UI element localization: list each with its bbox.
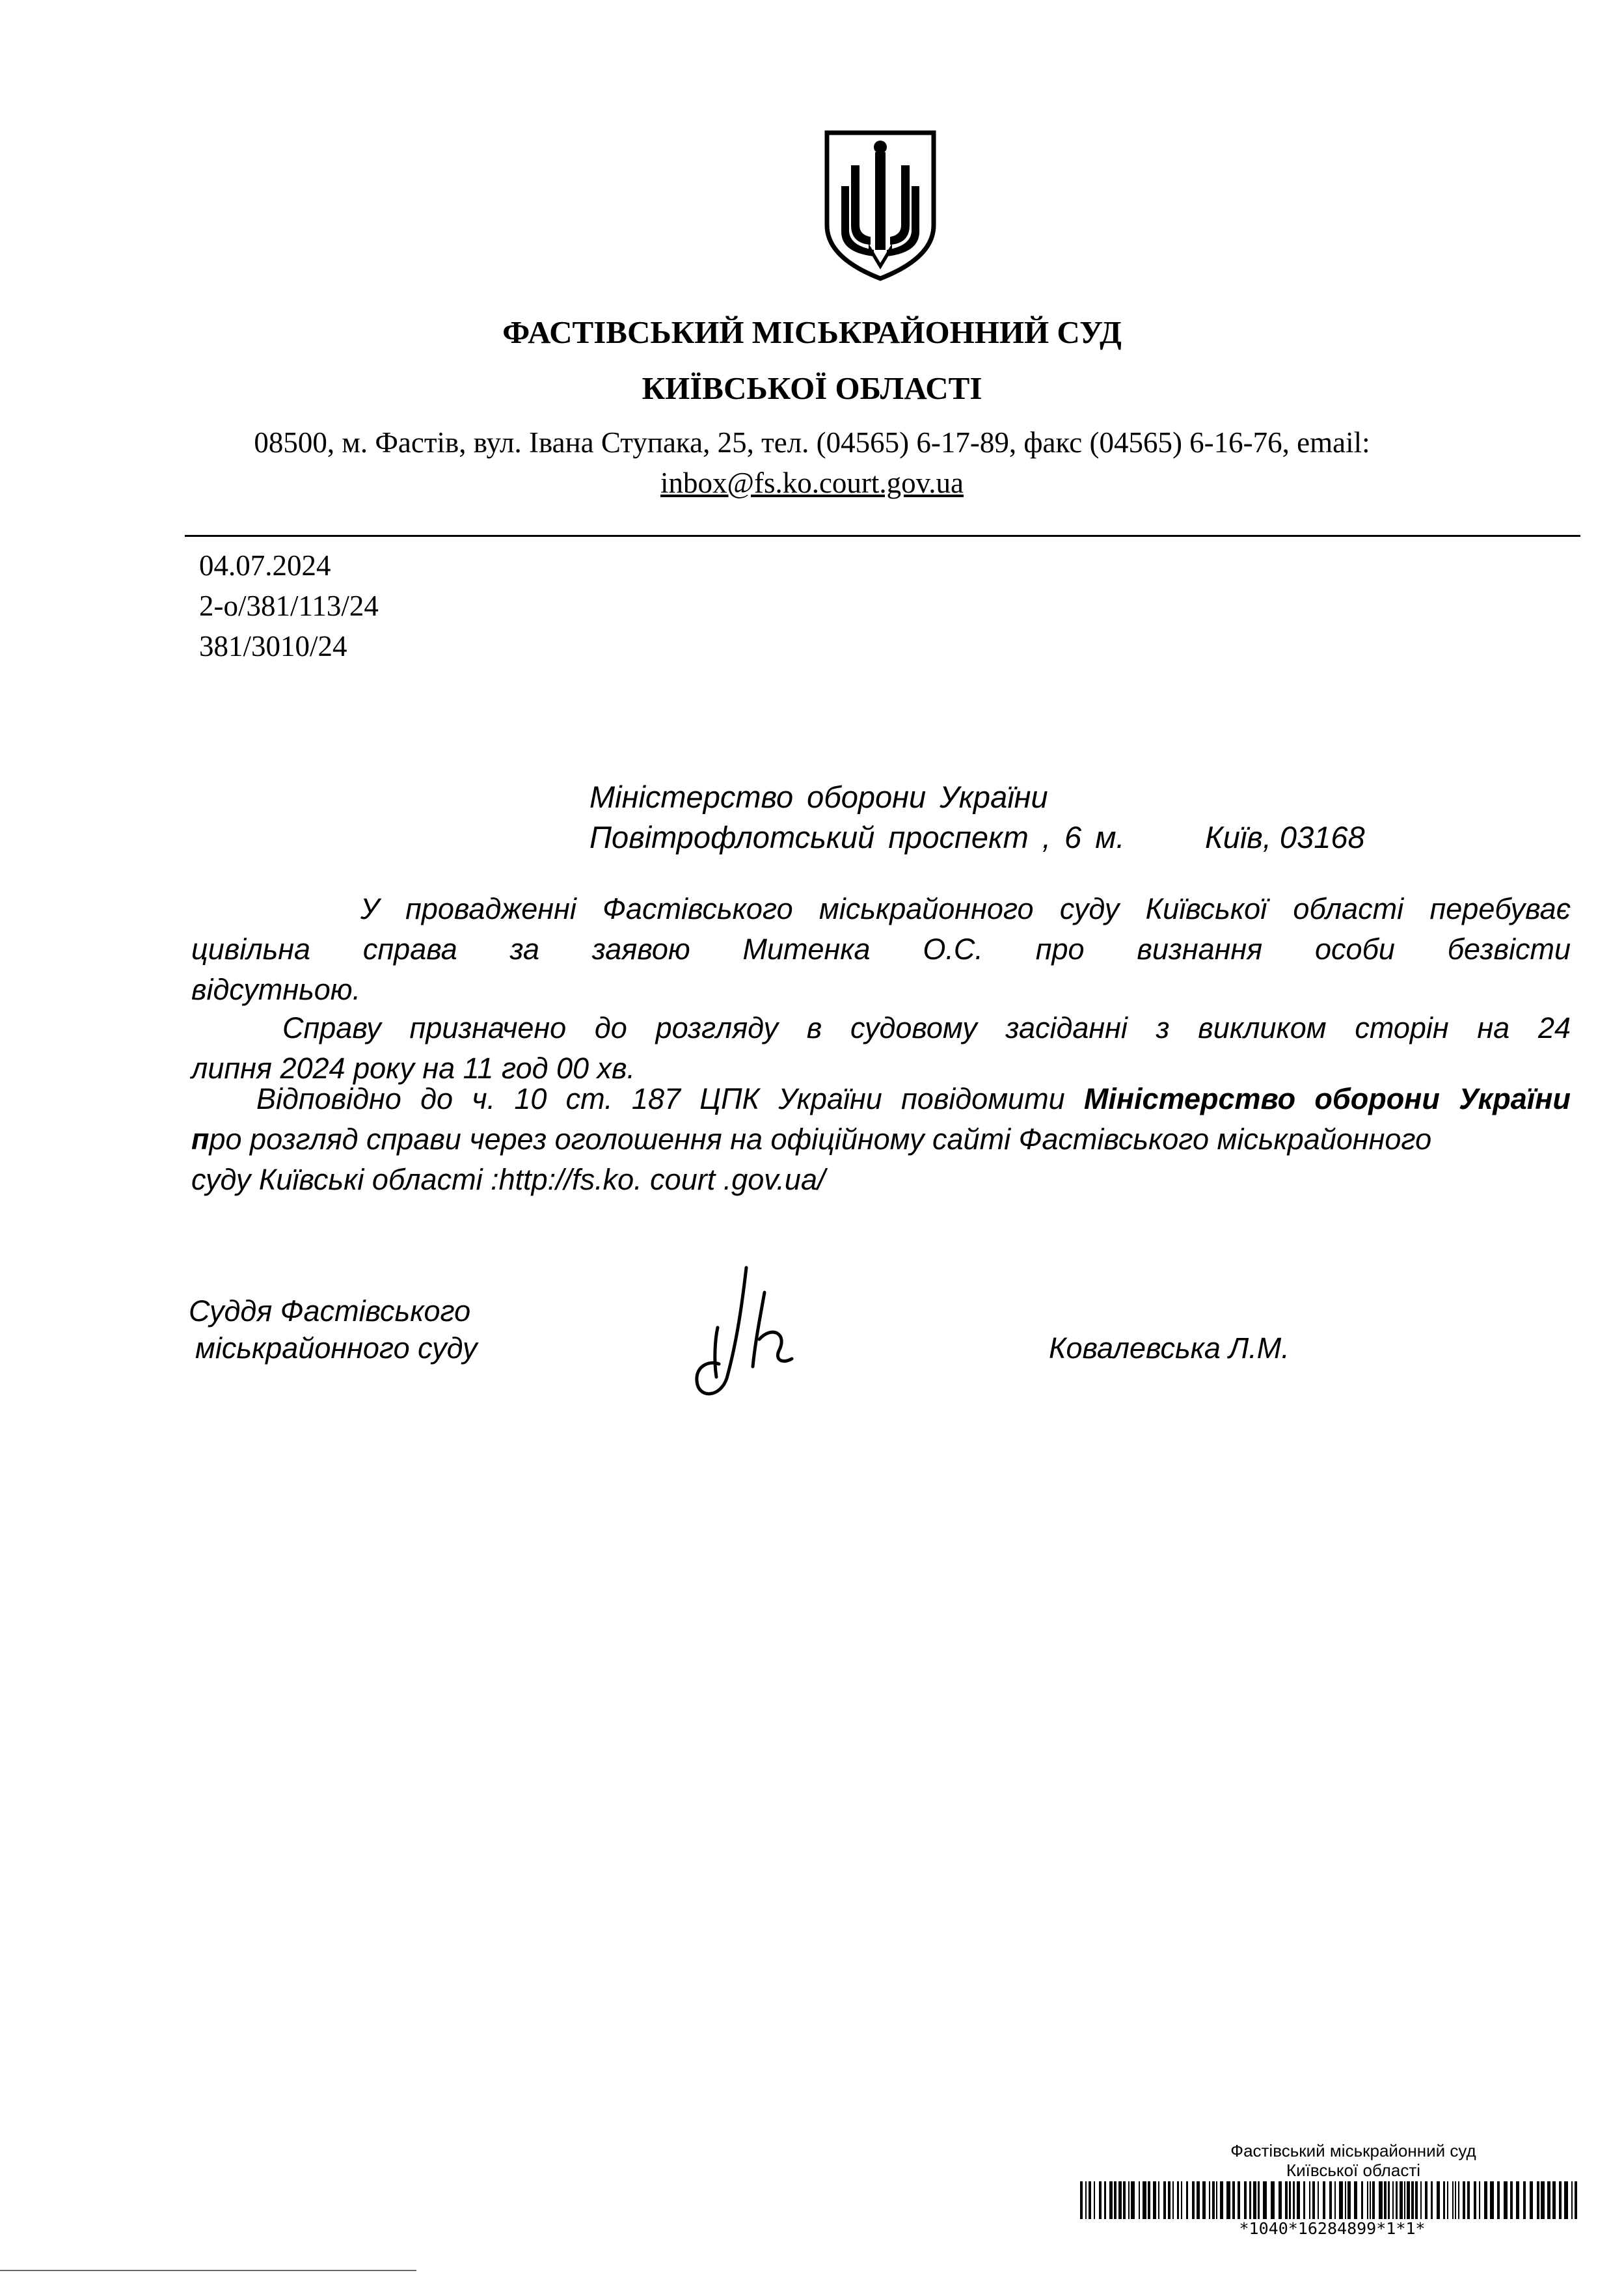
barcode-bar [1104, 2181, 1106, 2219]
barcode-bar [1431, 2181, 1433, 2219]
barcode-bar [1537, 2181, 1539, 2219]
barcode-bar [1559, 2181, 1562, 2219]
barcode-bar [1309, 2181, 1310, 2219]
barcode-bar [1249, 2181, 1251, 2219]
barcode-bar [1552, 2181, 1556, 2219]
barcode-bar [1297, 2181, 1300, 2219]
court-address: 08500, м. Фастів, вул. Івана Ступака, 25, тел. (04565) 6-17-89, факс (04565) 6-16-76, email: [254, 426, 1370, 459]
text-line [191, 1119, 1571, 1160]
barcode-bar [1258, 2181, 1260, 2219]
barcode-bar [1564, 2181, 1568, 2219]
barcode-bar [1452, 2181, 1454, 2219]
text-span: ро розгляд справи через оголошення на офіційному сайті Фастівського міськрайонного [209, 1123, 1432, 1156]
barcode-bar [1312, 2181, 1315, 2219]
barcode-bar [1163, 2181, 1166, 2219]
barcode-bar [1289, 2181, 1291, 2219]
barcode-bar [1263, 2181, 1267, 2219]
bold-recipient: Міністерство оборони України [1083, 1082, 1571, 1115]
barcode-bar [1523, 2181, 1526, 2219]
barcode-bar [1131, 2181, 1135, 2219]
barcode-number: *1040*16284899*1*1* [1239, 2219, 1426, 2238]
barcode-bar [1232, 2181, 1235, 2219]
judge-name: Ковалевська Л.М. [1049, 1331, 1290, 1365]
barcode-bar [1181, 2181, 1182, 2219]
barcode-bar [1285, 2181, 1288, 2219]
barcode-bar [1197, 2181, 1200, 2219]
court-name: ФАСТІВСЬКИЙ МІСЬКРАЙОННИЙ СУД [502, 314, 1122, 350]
barcode-bar [1425, 2181, 1428, 2219]
barcode-bar [1497, 2181, 1500, 2219]
barcode-bar [1474, 2181, 1476, 2219]
barcode-bar [1253, 2181, 1256, 2219]
barcode-bar [1158, 2181, 1159, 2219]
barcode-bar [1396, 2181, 1398, 2219]
barcode-bar [1168, 2181, 1171, 2219]
barcode-bar [1516, 2181, 1519, 2219]
barcode-bar [1547, 2181, 1550, 2219]
barcode-bar [1415, 2181, 1418, 2219]
letter-date: 04.07.2024 [199, 549, 331, 582]
barcode-bar [1128, 2181, 1130, 2219]
barcode-bar [1370, 2181, 1371, 2219]
judge-title-line2: міськрайонного суду [195, 1331, 478, 1365]
barcode-bar [1220, 2181, 1223, 2219]
barcode-bar [1458, 2181, 1459, 2219]
barcode-bar [1080, 2181, 1083, 2219]
barcode-bar [1238, 2181, 1240, 2219]
barcode-bar [1271, 2181, 1275, 2219]
barcode-bar [1202, 2181, 1206, 2219]
text-line: липня 2024 року на 11 год 00 хв. [191, 1052, 636, 1085]
barcode-bar [1085, 2181, 1087, 2219]
barcode-icon [1080, 2181, 1584, 2219]
footer-scan-line [0, 2270, 416, 2271]
barcode-bar [1384, 2181, 1387, 2219]
recipient-street: Повітрофлотський проспект , 6 м. [589, 820, 1125, 854]
barcode-bar [1089, 2181, 1091, 2219]
barcode-bar [1484, 2181, 1487, 2219]
barcode-bar [1575, 2181, 1577, 2219]
barcode-bar [1186, 2181, 1188, 2219]
text-line [191, 1079, 1571, 1119]
barcode-bar [1293, 2181, 1295, 2219]
body-paragraph-3 [191, 1079, 1571, 1200]
barcode-bar [1118, 2181, 1122, 2219]
barcode-bar [1407, 2181, 1410, 2219]
barcode-bar [1244, 2181, 1247, 2219]
barcode-bar [1347, 2181, 1351, 2219]
barcode-bar [1455, 2181, 1456, 2219]
text-span: Відповідно до ч. 10 ст. 187 ЦПК України повідомити [256, 1082, 1065, 1115]
barcode-bar [1367, 2181, 1368, 2219]
barcode-bar [1109, 2181, 1113, 2219]
text-line: У провадженні Фастівського міськрайонного суду Київської області перебуває [360, 892, 1571, 925]
barcode-bar [1404, 2181, 1405, 2219]
text-line: суду Київські області :http://fs.ko. court .gov.ua/ [191, 1163, 826, 1196]
barcode-bar [1339, 2181, 1343, 2219]
barcode-bar [1372, 2181, 1375, 2219]
header-divider [185, 535, 1580, 537]
text-line: Справу призначено до розгляду в судовому засіданні з викликом сторін на 24 [282, 1011, 1571, 1044]
recipient-city: Київ, 03168 [1205, 820, 1365, 854]
barcode-bar [1139, 2181, 1140, 2219]
barcode-bar [1541, 2181, 1545, 2219]
barcode-bar [1114, 2181, 1116, 2219]
barcode-bar [1400, 2181, 1403, 2219]
judge-title-line1: Суддя Фастівського [189, 1294, 471, 1328]
text-line: відсутньою. [191, 973, 361, 1006]
barcode-bar [1094, 2181, 1095, 2219]
text-line: цивільна справа за заявою Митенка О.С. про визнання особи безвісти [191, 933, 1571, 966]
barcode-bar [1323, 2181, 1325, 2219]
recipient-name: Міністерство оборони України [589, 780, 1048, 814]
barcode-bar [1099, 2181, 1102, 2219]
barcode-bar [1388, 2181, 1390, 2219]
tryzub-icon [821, 128, 940, 284]
barcode-bar [1361, 2181, 1363, 2219]
barcode-bar [1463, 2181, 1465, 2219]
barcode-bar [1447, 2181, 1448, 2219]
barcode-bar [1379, 2181, 1383, 2219]
barcode-bar [1123, 2181, 1126, 2219]
barcode-bar [1279, 2181, 1282, 2219]
barcode-bar [1318, 2181, 1319, 2219]
barcode-bar [1153, 2181, 1156, 2219]
barcode-bar [1192, 2181, 1195, 2219]
barcode-bar [1177, 2181, 1179, 2219]
bold-letter: п [191, 1123, 210, 1156]
barcode-bar [1420, 2181, 1422, 2219]
barcode-bar [1172, 2181, 1174, 2219]
handwritten-signature [680, 1262, 804, 1402]
barcode-bar [1530, 2181, 1533, 2219]
barcode-bar [1303, 2181, 1305, 2219]
barcode-bar [1334, 2181, 1336, 2219]
barcode-bar [1437, 2181, 1440, 2219]
stamp-court-name: Фастівський міськрайонний суд [1230, 2141, 1476, 2161]
barcode-bar [1510, 2181, 1513, 2219]
court-region: КИЇВСЬКОЇ ОБЛАСТІ [642, 370, 982, 406]
body-paragraph-1 [191, 889, 1571, 1010]
barcode-bar [1148, 2181, 1150, 2219]
barcode-bar [1345, 2181, 1346, 2219]
stamp-region: Київської області [1286, 2161, 1421, 2180]
barcode-bar [1212, 2181, 1215, 2219]
barcode-bar [1354, 2181, 1357, 2219]
body-paragraph-2 [191, 1008, 1571, 1089]
barcode-bar [1411, 2181, 1414, 2219]
case-number: 2-о/381/113/24 [199, 590, 379, 622]
barcode-bar [1209, 2181, 1210, 2219]
barcode-bar [1143, 2181, 1146, 2219]
barcode-bar [1571, 2181, 1573, 2219]
barcode-bar [1479, 2181, 1480, 2219]
court-email-link[interactable]: inbox@fs.ko.court.gov.ua [660, 467, 964, 499]
barcode-bar [1467, 2181, 1470, 2219]
barcode-bar [1504, 2181, 1508, 2219]
barcode-bar [1329, 2181, 1332, 2219]
barcode-bar [1216, 2181, 1217, 2219]
barcode-bar [1490, 2181, 1494, 2219]
registration-number: 381/3010/24 [199, 630, 347, 662]
barcode-bar [1392, 2181, 1394, 2219]
barcode-bar [1443, 2181, 1445, 2219]
barcode-bar [1226, 2181, 1230, 2219]
